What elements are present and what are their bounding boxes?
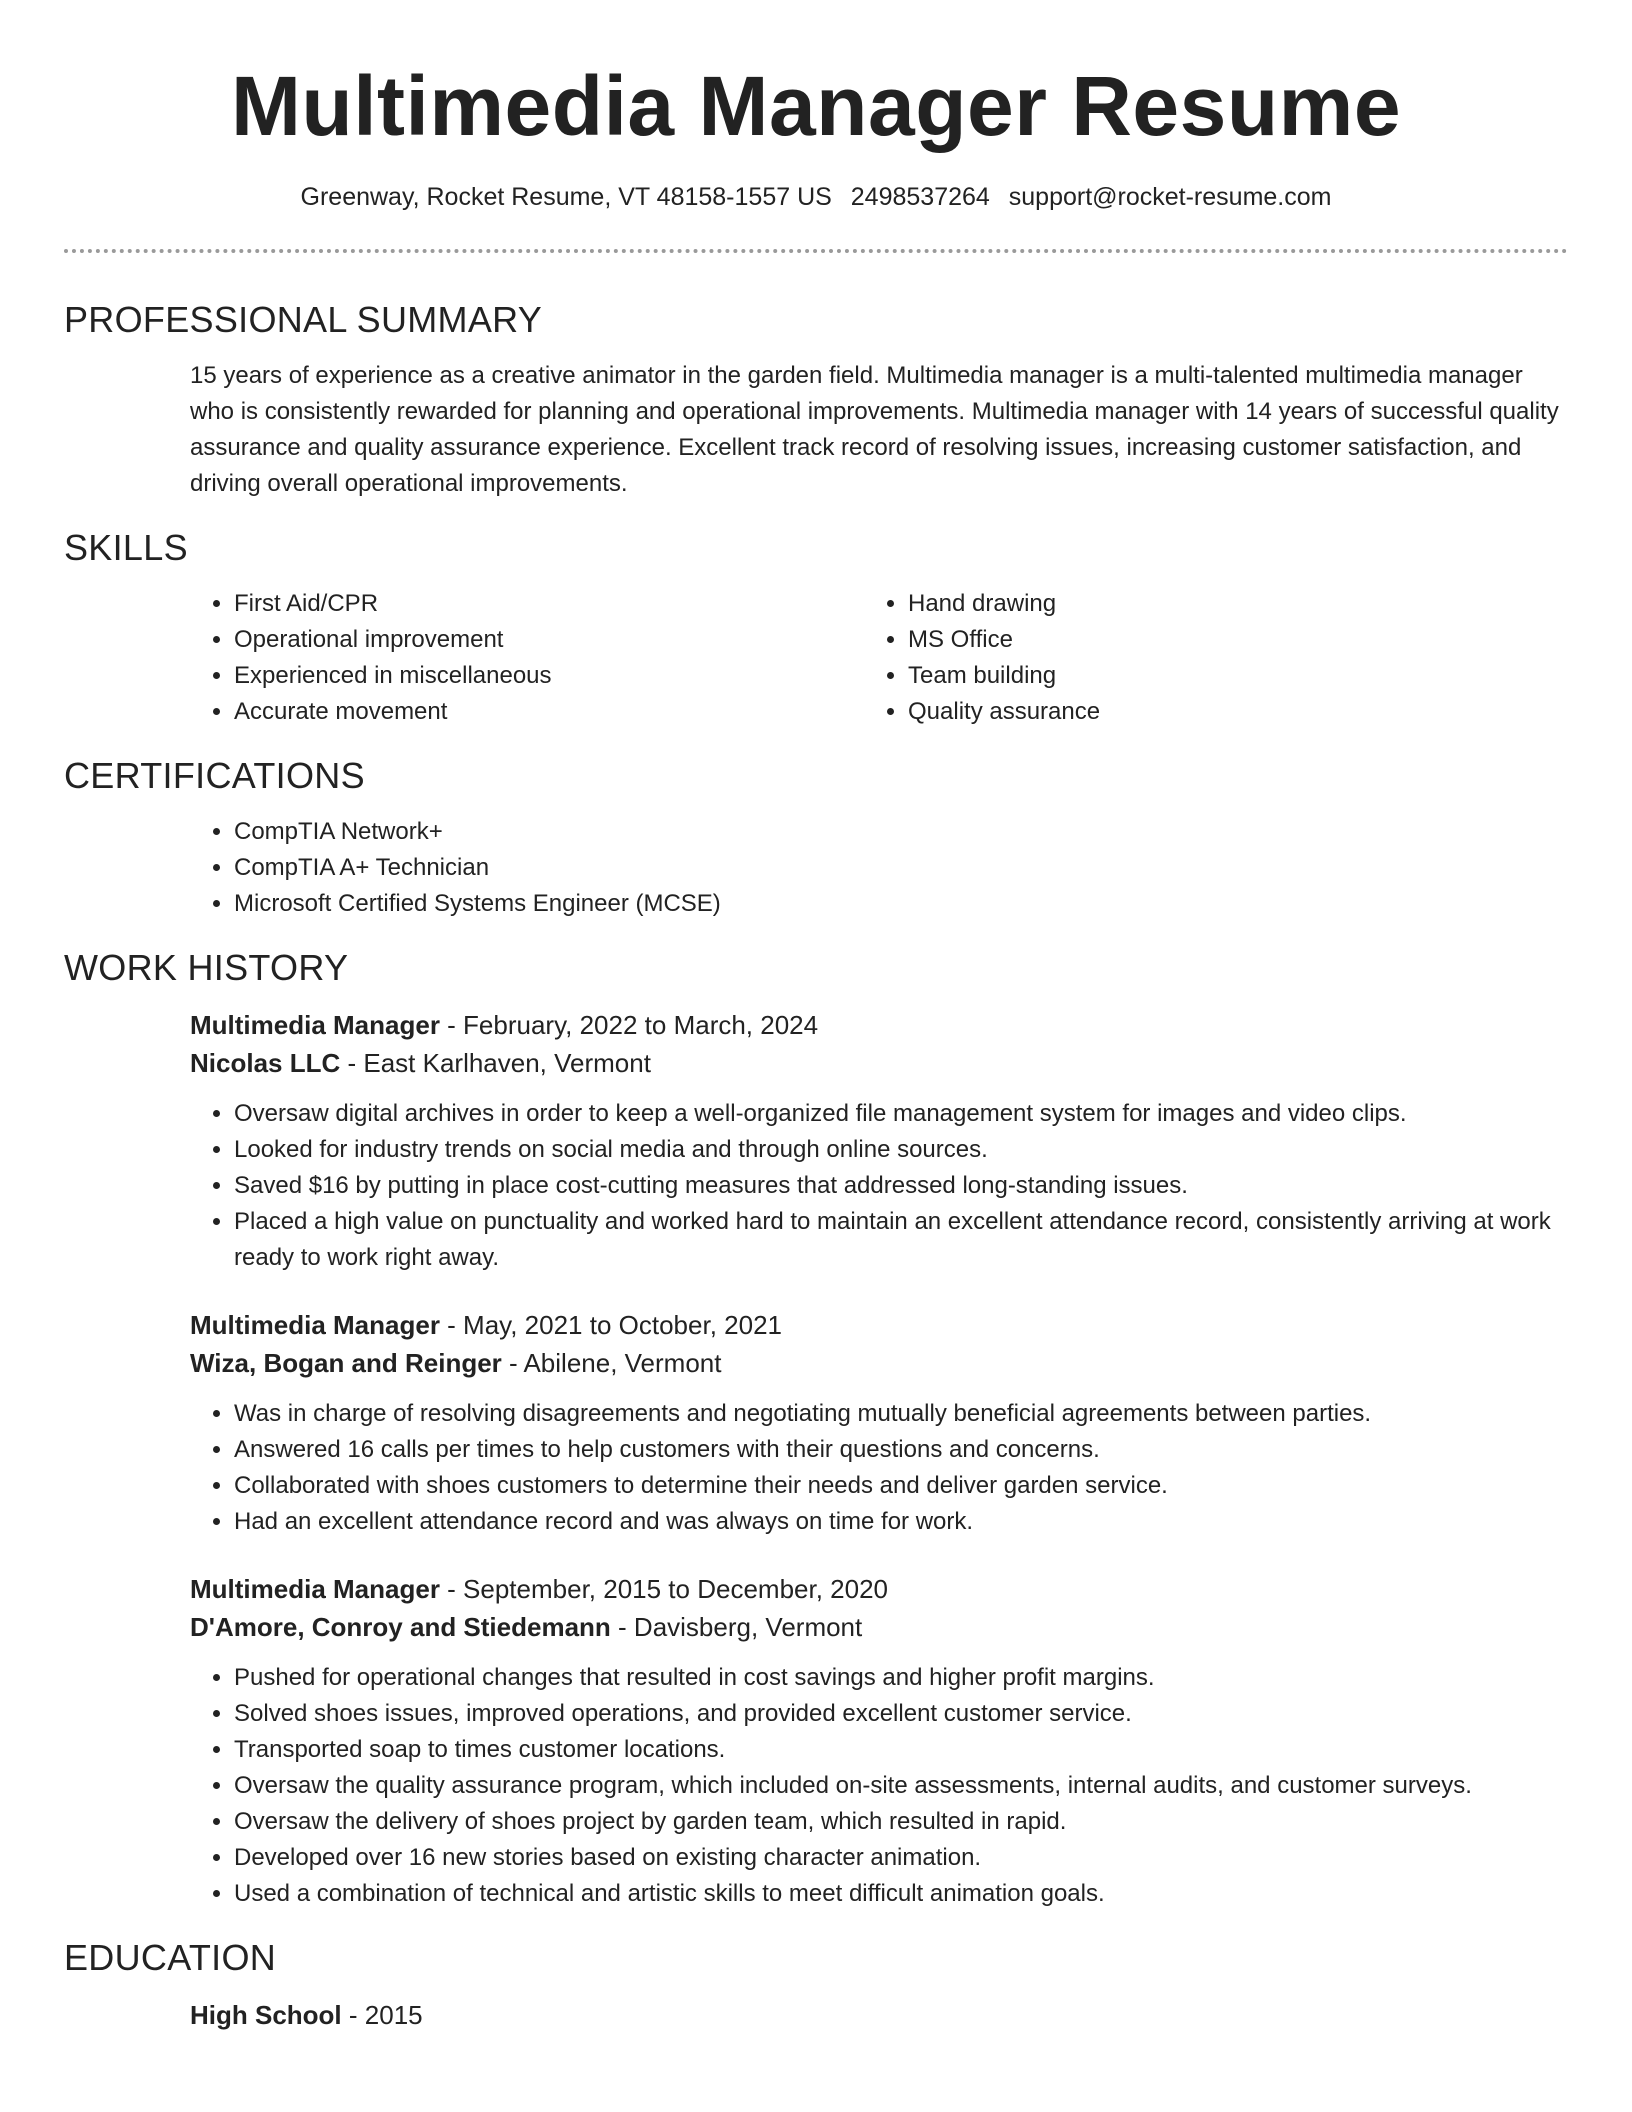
skills-list-left	[64, 586, 742, 730]
summary-text: 15 years of experience as a creative animator in the garden field. Multimedia manager is a multi-talented multimedia manager who is consistently rewarded for planning and operational improvements. Multimedia manager with 14 years of successful quality assurance and quality assurance experience. Excellent track record of resolving issues, increasing customer satisfaction, and driving overall operational improvements.	[190, 362, 1559, 497]
job-bullets	[64, 1096, 1568, 1276]
job-bullet: • Looked for industry trends on social media and through online sources.	[234, 1132, 1568, 1168]
contact-address: Greenway, Rocket Resume, VT 48158-1557 US	[300, 183, 832, 211]
job-entry	[64, 1006, 1568, 1276]
summary-section	[64, 296, 1568, 502]
certification-item: • CompTIA A+ Technician	[234, 850, 1568, 886]
education-degree: High School	[190, 2000, 342, 2030]
job-company: Nicolas LLC	[190, 1048, 341, 1078]
skill-item: • Operational improvement	[234, 622, 742, 658]
education-section	[64, 1934, 1568, 2034]
education-year: - 2015	[341, 2000, 423, 2030]
job-title: Multimedia Manager	[190, 1574, 440, 1604]
job-title-line	[190, 1006, 1568, 1044]
summary-heading: PROFESSIONAL SUMMARY	[64, 299, 543, 340]
job-company-line	[190, 1608, 1568, 1646]
job-bullet: • Used a combination of technical and artistic skills to meet difficult animation goals.	[234, 1876, 1568, 1912]
job-company: D'Amore, Conroy and Stiedemann	[190, 1612, 611, 1642]
certifications-section	[64, 752, 1568, 922]
job-bullet: • Oversaw digital archives in order to keep a well-organized file management system for images and video clips.	[234, 1096, 1568, 1132]
skills-columns	[64, 586, 1568, 730]
job-bullet: • Had an excellent attendance record and was always on time for work.	[234, 1504, 1568, 1540]
job-bullet: • Solved shoes issues, improved operations, and provided excellent customer service.	[234, 1696, 1568, 1732]
skill-item: • Hand drawing	[908, 586, 1100, 622]
job-company-line	[190, 1344, 1568, 1382]
job-dates: - September, 2015 to December, 2020	[439, 1574, 888, 1604]
job-bullet: • Collaborated with shoes customers to determine their needs and deliver garden service.	[234, 1468, 1568, 1504]
skill-item: • MS Office	[908, 622, 1100, 658]
job-company-line	[190, 1044, 1568, 1082]
job-title-line	[190, 1306, 1568, 1344]
work-history-heading: WORK HISTORY	[64, 947, 349, 988]
job-bullet: • Answered 16 calls per times to help customers with their questions and concerns.	[234, 1432, 1568, 1468]
skill-item: • Accurate movement	[234, 694, 742, 730]
contact-line	[0, 180, 1632, 214]
job-title-line	[190, 1570, 1568, 1608]
work-history-section	[64, 944, 1568, 1912]
certifications-list	[64, 814, 1568, 922]
skill-item: • First Aid/CPR	[234, 586, 742, 622]
contact-email: support@rocket-resume.com	[1008, 183, 1332, 211]
skill-item: • Team building	[908, 658, 1100, 694]
job-location: - Abilene, Vermont	[501, 1348, 722, 1378]
job-entry	[64, 1306, 1568, 1540]
job-bullet: • Saved $16 by putting in place cost-cutting measures that addressed long-standing issues.	[234, 1168, 1568, 1204]
job-dates: - February, 2022 to March, 2024	[439, 1010, 819, 1040]
job-bullets	[64, 1396, 1568, 1540]
job-bullet: • Placed a high value on punctuality and worked hard to maintain an excellent attendance record, consistently arriving at work ready to work right away.	[234, 1204, 1568, 1276]
job-bullets	[64, 1660, 1568, 1912]
resume-content	[64, 296, 1568, 2056]
job-location: - Davisberg, Vermont	[610, 1612, 863, 1642]
job-location: - East Karlhaven, Vermont	[340, 1048, 651, 1078]
job-company: Wiza, Bogan and Reinger	[190, 1348, 502, 1378]
job-bullet: • Pushed for operational changes that resulted in cost savings and higher profit margins.	[234, 1660, 1568, 1696]
job-title: Multimedia Manager	[190, 1310, 440, 1340]
contact-phone: 2498537264	[850, 183, 990, 211]
job-bullet: • Transported soap to times customer locations.	[234, 1732, 1568, 1768]
certification-item: • CompTIA Network+	[234, 814, 1568, 850]
job-title: Multimedia Manager	[190, 1010, 440, 1040]
skill-item: • Quality assurance	[908, 694, 1100, 730]
job-dates: - May, 2021 to October, 2021	[439, 1310, 782, 1340]
job-bullet: • Developed over 16 new stories based on existing character animation.	[234, 1840, 1568, 1876]
skills-heading: SKILLS	[64, 527, 188, 568]
page-title: Multimedia Manager Resume	[230, 59, 1402, 153]
education-entry	[64, 1996, 1568, 2034]
job-bullet: • Oversaw the quality assurance program, which included on-site assessments, internal audits, and customer surveys.	[234, 1768, 1568, 1804]
job-bullet: • Oversaw the delivery of shoes project by garden team, which resulted in rapid.	[234, 1804, 1568, 1840]
certifications-heading: CERTIFICATIONS	[64, 755, 365, 796]
skill-item: • Experienced in miscellaneous	[234, 658, 742, 694]
skills-section	[64, 524, 1568, 730]
education-line	[190, 1996, 1568, 2034]
header-divider	[64, 249, 1568, 253]
job-entry	[64, 1570, 1568, 1912]
job-bullet: • Was in charge of resolving disagreements and negotiating mutually beneficial agreements between parties.	[234, 1396, 1568, 1432]
certification-item: • Microsoft Certified Systems Engineer (MCSE)	[234, 886, 1568, 922]
skills-list-right	[742, 586, 1100, 730]
education-heading: EDUCATION	[64, 1937, 277, 1978]
